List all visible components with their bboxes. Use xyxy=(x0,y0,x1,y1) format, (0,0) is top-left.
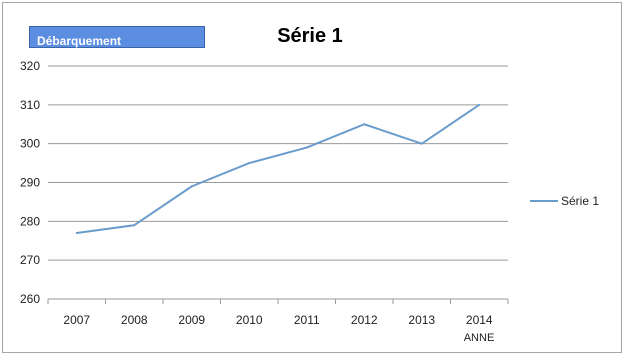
data-point-2008 xyxy=(133,224,135,226)
legend-label: Série 1 xyxy=(561,194,600,208)
data-point-2011 xyxy=(306,147,308,149)
data-point-2007 xyxy=(76,232,78,234)
y-tick-label: 260 xyxy=(19,292,40,306)
y-tick-label: 270 xyxy=(19,253,40,268)
y-tick-label: 320 xyxy=(19,59,40,73)
x-axis-label: ANNE xyxy=(463,332,495,344)
data-point-2009 xyxy=(191,185,193,187)
badge-label: Débarquement xyxy=(37,34,122,48)
data-point-2012 xyxy=(363,123,365,125)
x-tick-label: 2011 xyxy=(293,313,320,327)
x-tick-label: 2009 xyxy=(178,313,206,327)
data-point-2010 xyxy=(248,162,250,164)
x-tick-label: 2010 xyxy=(235,313,263,327)
x-tick-label: 2007 xyxy=(63,313,91,327)
y-tick-label: 310 xyxy=(19,97,40,112)
x-tick-label: 2013 xyxy=(408,313,436,327)
x-tick-label: 2012 xyxy=(350,313,378,327)
data-point-2014 xyxy=(478,104,480,106)
x-tick-label: 2014 xyxy=(465,313,493,327)
x-tick-label: 2008 xyxy=(120,313,148,327)
chart-title: Série 1 xyxy=(277,25,343,47)
y-tick-label: 280 xyxy=(19,214,40,229)
data-point-2013 xyxy=(421,143,423,145)
chart-border xyxy=(3,3,622,353)
y-tick-label: 300 xyxy=(19,136,40,151)
y-tick-label: 290 xyxy=(19,175,40,190)
